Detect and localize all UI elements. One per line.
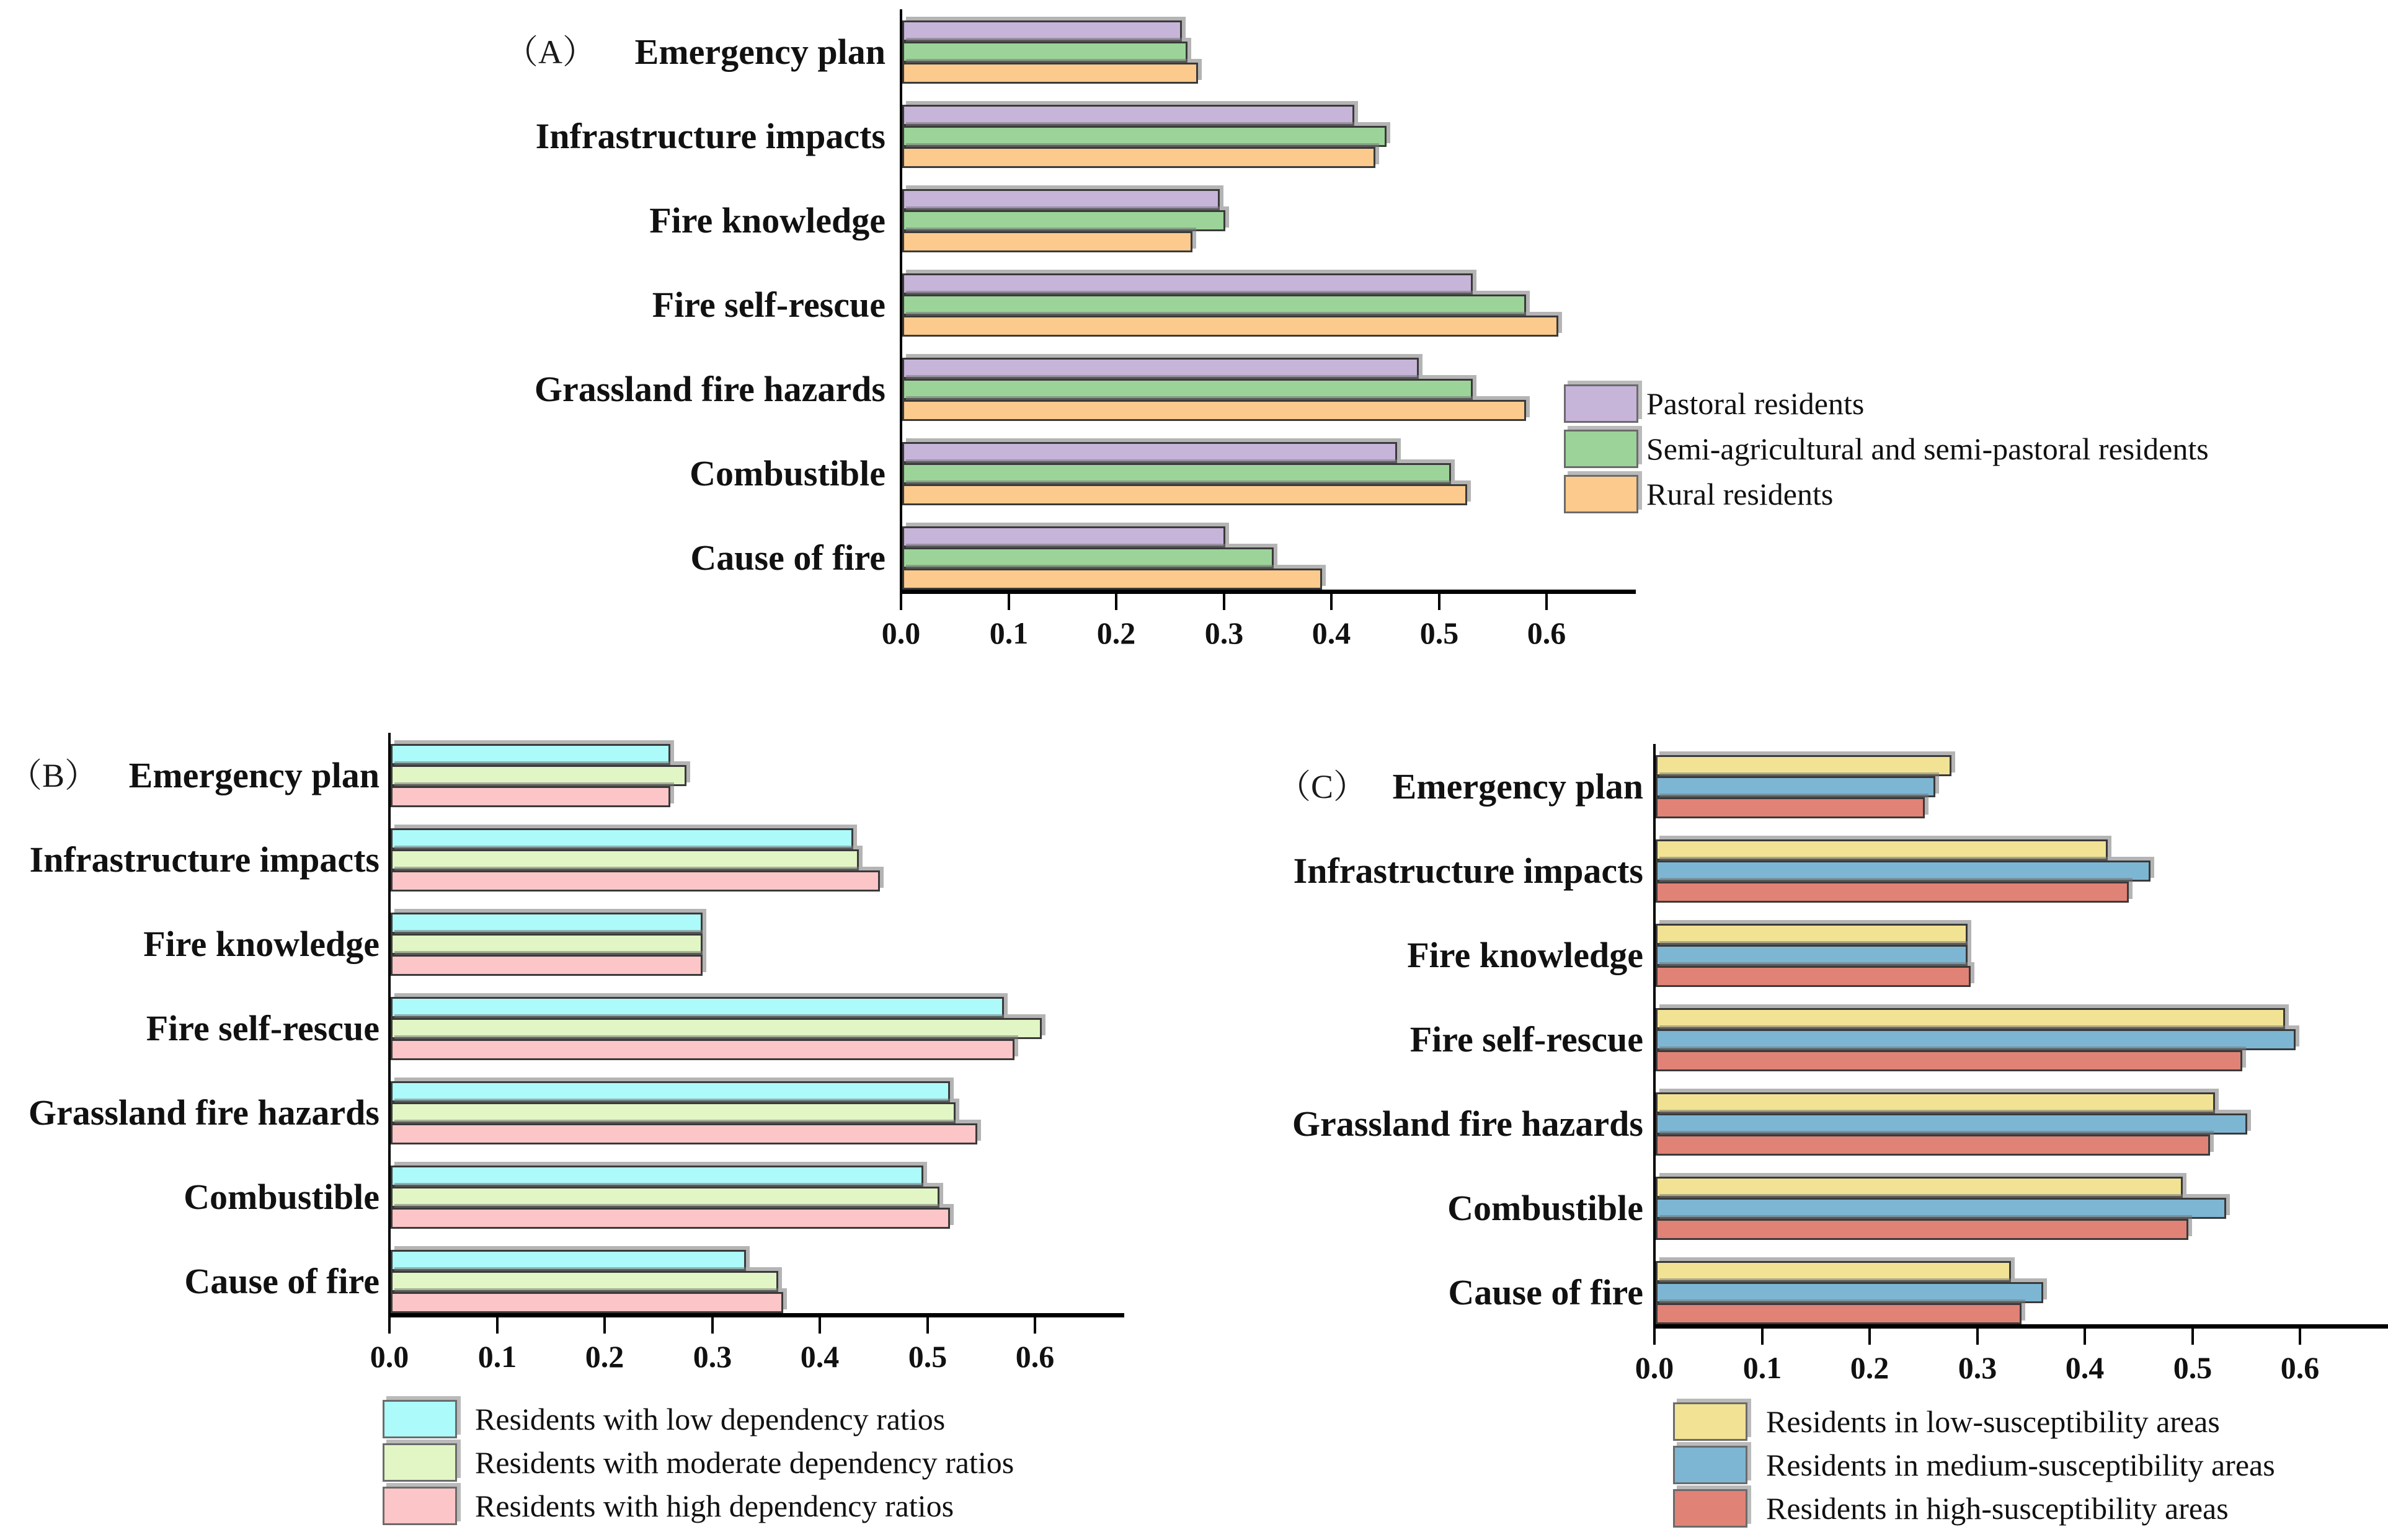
bar-C-s2-c5 — [1656, 1219, 2188, 1240]
legend-label-B-0: Residents with low dependency ratios — [475, 1402, 946, 1436]
x-axis-tick — [2084, 1329, 2086, 1345]
category-label: Emergency plan — [128, 755, 380, 795]
category-label: Infrastructure impacts — [535, 116, 886, 156]
bar-C-s0-c3 — [1656, 1008, 2285, 1029]
x-axis-tick — [1868, 1329, 1871, 1345]
x-tick-label: 0.1 — [1742, 1350, 1782, 1385]
bar-C-s0-c1 — [1656, 839, 2108, 861]
bar-C-s0-c2 — [1656, 924, 1968, 945]
x-tick-label: 0.3 — [693, 1339, 732, 1374]
bar-C-s1-c4 — [1656, 1113, 2247, 1135]
category-label: Fire knowledge — [649, 200, 886, 241]
category-label: Infrastructure impacts — [1293, 851, 1643, 891]
x-tick-label: 0.6 — [2280, 1350, 2320, 1385]
x-tick-label: 0.3 — [1958, 1350, 1997, 1385]
x-tick-label: 0.2 — [1096, 616, 1136, 650]
category-label: Infrastructure impacts — [29, 839, 380, 880]
x-tick-label: 0.4 — [800, 1339, 840, 1374]
x-tick-label: 0.4 — [2065, 1350, 2105, 1385]
bar-C-s1-c3 — [1656, 1029, 2296, 1050]
category-label: Emergency plan — [1392, 766, 1643, 807]
legend-label-A-1: Semi-agricultural and semi-pastoral residents — [1646, 431, 2209, 466]
legend-label-B-2: Residents with high dependency ratios — [475, 1489, 954, 1523]
bar-C-s2-c6 — [1656, 1303, 2022, 1324]
category-label: Combustible — [184, 1177, 380, 1217]
bar-C-s1-c2 — [1656, 945, 1968, 966]
category-label: Grassland fire hazards — [534, 369, 886, 409]
x-axis-line — [1653, 1324, 2388, 1329]
x-tick-label: 0.4 — [1312, 616, 1351, 650]
category-label: Fire knowledge — [143, 924, 380, 964]
y-axis-line — [1653, 744, 1656, 1329]
category-label: Fire knowledge — [1407, 935, 1643, 975]
x-tick-label: 0.3 — [1204, 616, 1244, 650]
category-label: Fire self-rescue — [1409, 1019, 1643, 1060]
bar-C-s2-c3 — [1656, 1050, 2242, 1071]
x-tick-label: 0.2 — [1850, 1350, 1889, 1385]
x-tick-label: 0.6 — [1527, 616, 1566, 650]
category-label: Combustible — [1447, 1188, 1643, 1228]
panel-label-B: （B） — [9, 757, 99, 794]
category-label: Grassland fire hazards — [1292, 1104, 1643, 1144]
category-label: Emergency plan — [634, 32, 886, 72]
x-axis-tick — [2191, 1329, 2194, 1345]
bar-C-s2-c2 — [1656, 966, 1971, 987]
x-tick-label: 0.0 — [370, 1339, 409, 1374]
x-axis-tick — [2299, 1329, 2301, 1345]
x-tick-label: 0.0 — [881, 616, 921, 650]
bar-C-s0-c0 — [1656, 755, 1951, 776]
x-axis-tick — [1976, 1329, 1979, 1345]
category-label: Cause of fire — [1448, 1272, 1643, 1312]
x-tick-label: 0.6 — [1015, 1339, 1055, 1374]
x-tick-label: 0.1 — [989, 616, 1029, 650]
bar-C-s2-c0 — [1656, 797, 1925, 818]
x-tick-label: 0.0 — [1635, 1350, 1674, 1385]
category-label: Combustible — [690, 453, 886, 493]
x-tick-label: 0.5 — [908, 1339, 948, 1374]
bar-C-s0-c4 — [1656, 1092, 2215, 1113]
legend-label-C-1: Residents in medium-susceptibility areas — [1766, 1448, 2275, 1482]
bar-C-s1-c0 — [1656, 776, 1935, 797]
bar-C-s2-c1 — [1656, 882, 2129, 903]
bar-C-s1-c5 — [1656, 1198, 2226, 1219]
category-label: Cause of fire — [184, 1261, 380, 1301]
x-axis-tick — [1761, 1329, 1764, 1345]
bar-C-s1-c6 — [1656, 1282, 2043, 1303]
category-label: Fire self-rescue — [652, 285, 886, 325]
legend-label-A-0: Pastoral residents — [1646, 386, 1865, 421]
bar-C-s0-c6 — [1656, 1261, 2011, 1282]
panel-label-A: （A） — [505, 33, 596, 71]
category-label: Grassland fire hazards — [28, 1092, 380, 1133]
legend-label-C-0: Residents in low-susceptibility areas — [1766, 1404, 2220, 1439]
panel-label-C: （C） — [1277, 768, 1367, 805]
bar-C-s0-c5 — [1656, 1177, 2183, 1198]
legend-swatch-C-0 — [1673, 1402, 1747, 1441]
x-tick-label: 0.5 — [2173, 1350, 2213, 1385]
legend-label-A-2: Rural residents — [1646, 477, 1834, 511]
legend-label-B-1: Residents with moderate dependency ratios — [475, 1445, 1014, 1480]
legend-label-C-2: Residents in high-susceptibility areas — [1766, 1491, 2229, 1526]
x-tick-label: 0.5 — [1419, 616, 1459, 650]
bar-C-s1-c1 — [1656, 861, 2151, 882]
legend-swatch-C-1 — [1673, 1446, 1747, 1484]
category-label: Fire self-rescue — [146, 1008, 380, 1048]
x-tick-label: 0.1 — [477, 1339, 517, 1374]
legend-swatch-C-2 — [1673, 1489, 1747, 1528]
bar-C-s2-c4 — [1656, 1135, 2210, 1156]
x-tick-label: 0.2 — [585, 1339, 624, 1374]
category-label: Cause of fire — [690, 538, 886, 578]
x-axis-tick — [1653, 1329, 1656, 1345]
